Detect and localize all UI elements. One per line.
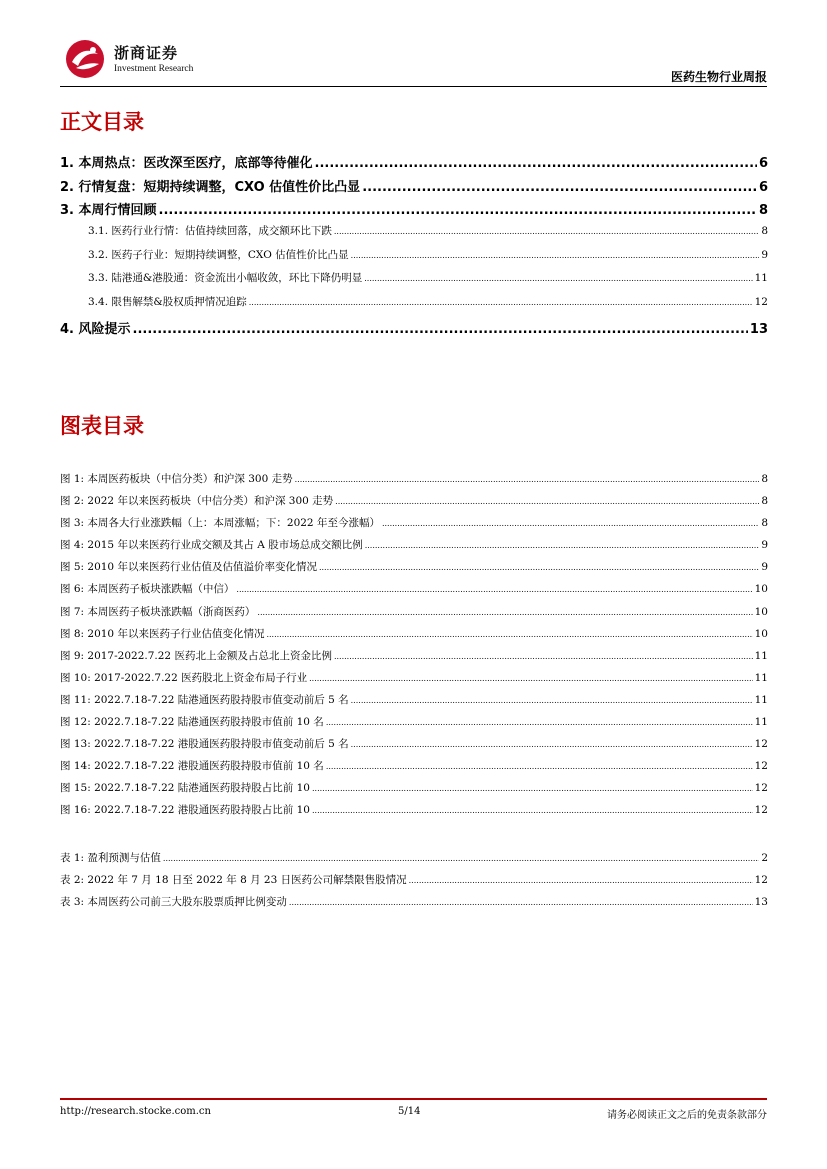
leader-dots: [334, 227, 759, 236]
figure-entry[interactable]: [60, 802, 768, 824]
footer-divider: [60, 1098, 767, 1100]
leader-dots: [133, 322, 748, 337]
leader-dots: [334, 652, 753, 661]
leader-dots: [163, 854, 759, 863]
leader-dots: [351, 740, 753, 749]
figure-entry[interactable]: [60, 758, 768, 780]
table-entry-label: 表 3: 本周医药公司前三大股东股票质押比例变动: [60, 896, 287, 909]
toc-subentry-label: 3.2. 医药子行业：短期持续调整，CXO 估值性价比凸显: [88, 248, 349, 261]
toc-entry-label: 3. 本周行情回顾: [60, 203, 157, 219]
toc-subentry[interactable]: [60, 270, 768, 294]
toc-subentry[interactable]: [60, 247, 768, 271]
figure-entry-label: 图 8: 2010 年以来医药子行业估值变化情况: [60, 627, 265, 640]
figure-entry[interactable]: [60, 780, 768, 802]
toc-entry[interactable]: [60, 152, 768, 176]
brand-subtitle: Investment Research: [114, 64, 194, 74]
figure-entry[interactable]: [60, 493, 768, 515]
leader-dots: [257, 608, 752, 617]
figure-entry-page: 8: [761, 517, 768, 530]
toc-subentry-page: 8: [761, 225, 768, 238]
figure-entry-page: 10: [754, 605, 768, 618]
toc-entry-label: 4. 风险提示: [60, 321, 131, 337]
toc-subentry-label: 3.1. 医药行业行情：估值持续回落，成交额环比下跌: [88, 225, 332, 238]
figure-entry[interactable]: [60, 736, 768, 758]
figure-entry-page: 11: [754, 671, 768, 684]
toc-subentry-page: 9: [761, 248, 768, 261]
figure-entry-page: 10: [754, 627, 768, 640]
leader-dots: [326, 762, 753, 771]
table-entry-label: 表 2: 2022 年 7 月 18 日至 2022 年 8 月 23 日医药公司解禁限售股情况: [60, 874, 407, 887]
figure-entry[interactable]: [60, 581, 768, 603]
leader-dots: [326, 718, 753, 727]
figure-entry-label: 图 3: 本周各大行业涨跌幅（上：本周涨幅；下：2022 年至今涨幅）: [60, 517, 380, 530]
figure-entry[interactable]: [60, 626, 768, 648]
leader-dots: [351, 251, 760, 260]
toc-subentry-label: 3.3. 陆港通&港股通：资金流出小幅收敛，环比下降仍明显: [88, 272, 363, 285]
leader-dots: [362, 180, 757, 195]
toc-title: 正文目录: [60, 110, 144, 134]
figure-entry-label: 图 2: 2022 年以来医药板块（中信分类）和沪深 300 走势: [60, 495, 334, 508]
brand-logo: [62, 38, 192, 80]
leader-dots: [312, 784, 753, 793]
figure-entry-label: 图 11: 2022.7.18-7.22 陆港通医药股持股市值变动前后 5 名: [60, 693, 349, 706]
toc-subentry[interactable]: [60, 294, 768, 318]
table-entry-page: 13: [754, 896, 768, 909]
header-divider: [60, 86, 767, 87]
figure-entry-page: 12: [754, 760, 768, 773]
figure-entry-label: 图 4: 2015 年以来医药行业成交额及其占 A 股市场总成交额比例: [60, 539, 363, 552]
leader-dots: [312, 806, 753, 815]
toc-subentry-label: 3.4. 限售解禁&股权质押情况追踪: [88, 296, 247, 309]
figure-entry-page: 12: [754, 804, 768, 817]
page-number: 5/14: [398, 1106, 421, 1117]
figure-entry-page: 10: [754, 583, 768, 596]
figure-entry-label: 图 7: 本周医药子板块涨跌幅（浙商医药）: [60, 605, 256, 618]
figure-entry-page: 11: [754, 716, 768, 729]
figure-entry-label: 图 12: 2022.7.18-7.22 陆港通医药股持股市值前 10 名: [60, 716, 324, 729]
figure-entry[interactable]: [60, 714, 768, 736]
figure-entry-page: 11: [754, 693, 768, 706]
figure-entry[interactable]: [60, 692, 768, 714]
leader-dots: [159, 203, 757, 218]
figure-entry-label: 图 14: 2022.7.18-7.22 港股通医药股持股市值前 10 名: [60, 760, 324, 773]
figure-entry-label: 图 13: 2022.7.18-7.22 港股通医药股持股市值变动前后 5 名: [60, 738, 349, 751]
figure-entry[interactable]: [60, 648, 768, 670]
figure-entry[interactable]: [60, 515, 768, 537]
figure-entry-label: 图 15: 2022.7.18-7.22 陆港通医药股持股占比前 10: [60, 782, 310, 795]
toc-entry[interactable]: [60, 318, 768, 342]
toc-subentry-page: 11: [754, 272, 768, 285]
figure-entry-label: 图 6: 本周医药子板块涨跌幅（中信）: [60, 583, 235, 596]
figure-entry[interactable]: [60, 559, 768, 581]
figure-entry-page: 12: [754, 782, 768, 795]
figure-entry-label: 图 16: 2022.7.18-7.22 港股通医药股持股占比前 10: [60, 804, 310, 817]
table-entry-page: 12: [754, 874, 768, 887]
toc-entry-page: 8: [758, 203, 768, 219]
figure-entry-label: 图 10: 2017-2022.7.22 医药股北上资金布局子行业: [60, 671, 308, 684]
toc-entry-page: 6: [758, 179, 768, 195]
leader-dots: [236, 585, 752, 594]
figure-list: [60, 471, 768, 825]
toc-entry[interactable]: [60, 176, 768, 200]
logo-icon: [62, 38, 108, 80]
figure-entry[interactable]: [60, 471, 768, 493]
leader-dots: [364, 274, 752, 283]
leader-dots: [249, 298, 753, 307]
toc-subentry-page: 12: [754, 296, 768, 309]
leader-dots: [365, 541, 760, 550]
leader-dots: [266, 630, 752, 639]
toc-entry-label: 2. 行情复盘：短期持续调整，CXO 估值性价比凸显: [60, 179, 361, 195]
footer-url[interactable]: http://research.stocke.com.cn: [60, 1106, 211, 1117]
figure-entry-page: 9: [761, 561, 768, 574]
report-type: 医药生物行业周报: [670, 70, 767, 84]
figure-entry-page: 9: [761, 539, 768, 552]
figure-entry-label: 图 9: 2017-2022.7.22 医药北上金额及占总北上资金比例: [60, 649, 332, 662]
figure-entry[interactable]: [60, 670, 768, 692]
toc-entry[interactable]: [60, 199, 768, 223]
brand-name: 浙商证券: [114, 44, 179, 62]
figure-entry[interactable]: [60, 604, 768, 626]
table-entry[interactable]: [60, 872, 768, 894]
table-entry-page: 2: [761, 852, 768, 864]
figure-entry-label: 图 5: 2010 年以来医药行业估值及估值溢价率变化情况: [60, 561, 317, 574]
leader-dots: [289, 898, 753, 907]
table-list: [60, 850, 768, 916]
leader-dots: [351, 696, 753, 705]
figure-entry-page: 8: [761, 495, 768, 508]
figures-title: 图表目录: [60, 414, 144, 438]
toc-list: [60, 152, 768, 342]
figure-entry-page: 12: [754, 738, 768, 751]
leader-dots: [315, 156, 757, 171]
figure-entry-label: 图 1: 本周医药板块（中信分类）和沪深 300 走势: [60, 473, 293, 485]
leader-dots: [319, 563, 759, 572]
leader-dots: [295, 475, 760, 484]
disclaimer-note: 请务必阅读正文之后的免责条款部分: [607, 1110, 767, 1121]
figure-entry-page: 8: [761, 473, 768, 485]
table-entry[interactable]: [60, 850, 768, 872]
toc-entry-page: 6: [758, 156, 768, 171]
toc-entry-page: 13: [749, 321, 768, 337]
leader-dots: [382, 519, 759, 528]
leader-dots: [309, 674, 753, 683]
leader-dots: [335, 497, 759, 506]
table-entry-label: 表 1: 盈利预测与估值: [60, 852, 161, 864]
figure-entry-page: 11: [754, 649, 768, 662]
leader-dots: [409, 876, 753, 885]
table-entry[interactable]: [60, 894, 768, 916]
toc-entry-label: 1. 本周热点：医改深至医疗，底部等待催化: [60, 156, 313, 171]
figure-entry[interactable]: [60, 537, 768, 559]
toc-subentry[interactable]: [60, 223, 768, 247]
